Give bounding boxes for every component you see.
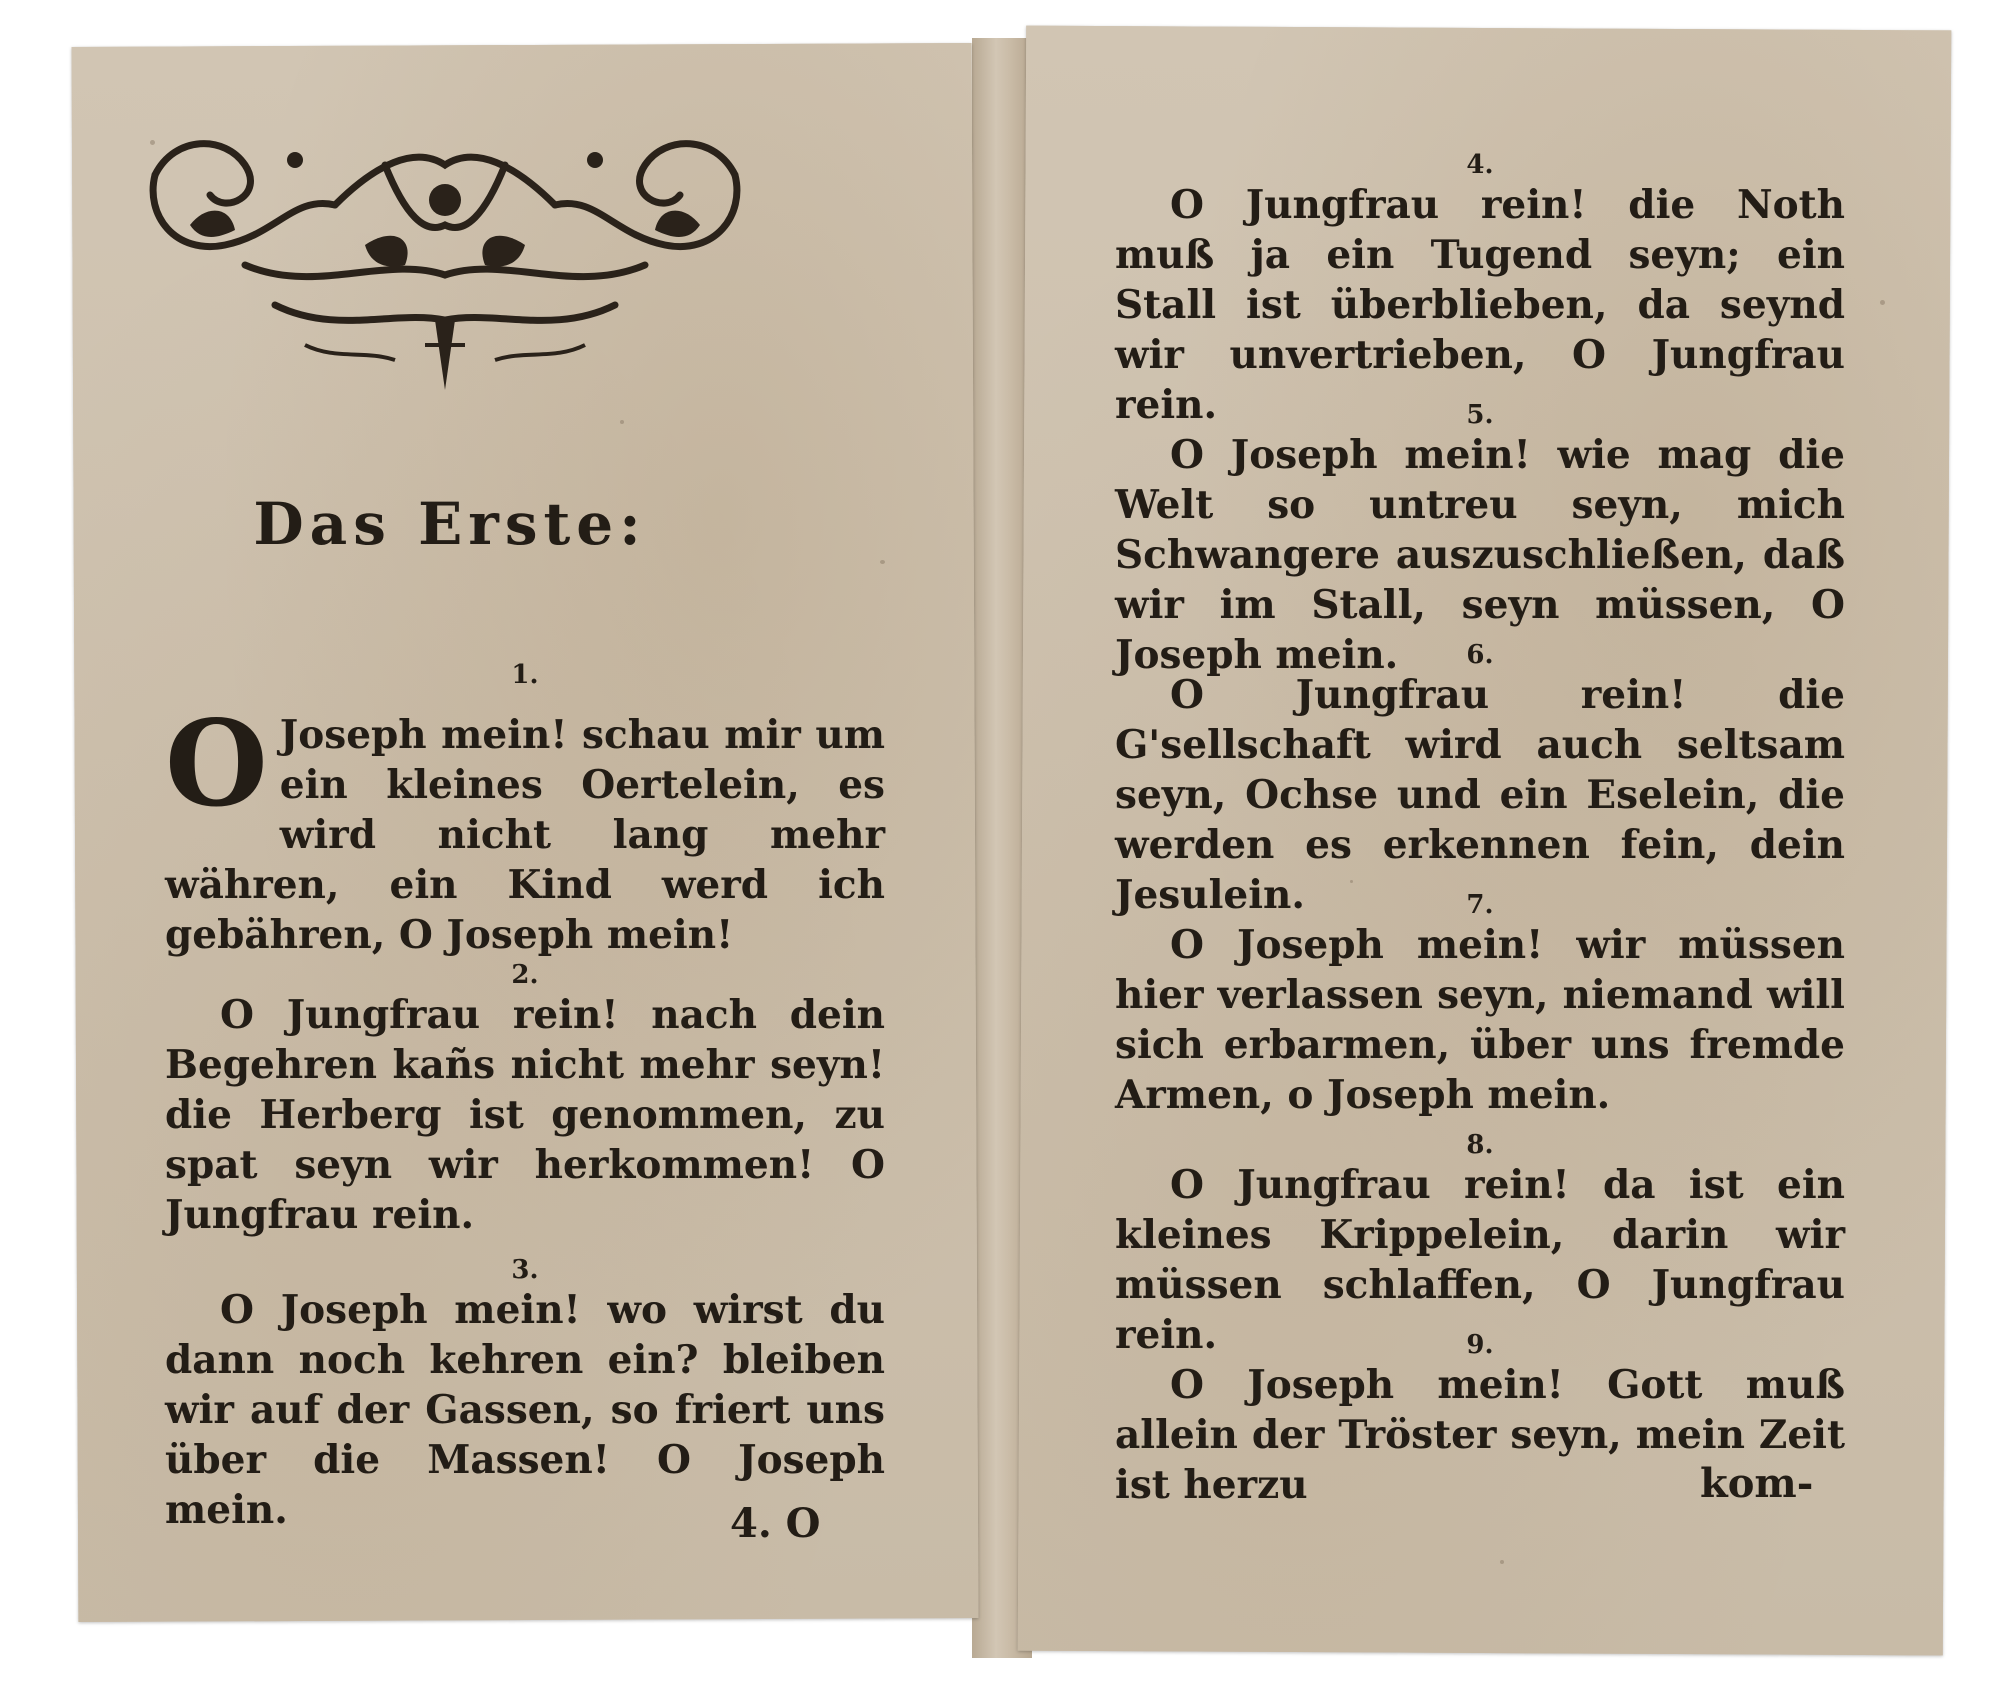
- stanza-text: O Joseph mein! Gott muß allein der Tröster seyn, mein Zeit ist herzu: [1115, 1362, 1845, 1508]
- paper-speck: [1880, 300, 1885, 305]
- stanza-text: O Jungfrau rein! die G'sellschaft wird auch seltsam seyn, Ochse und ein Eselein, die werden es erkennen fein, dein Jesulein.: [1115, 672, 1845, 918]
- stanza-5: [1115, 400, 1845, 680]
- stanza-number: 3.: [511, 1255, 539, 1285]
- paper-speck: [620, 420, 624, 424]
- stanza-text: O Joseph mein! wie mag die Welt so untreu seyn, mich Schwangere auszuschließen, daß wir im Stall, seyn müssen, O Joseph mein.: [1115, 432, 1845, 678]
- stanza-7: [1115, 890, 1845, 1120]
- catchword-right: kom-: [1700, 1460, 1814, 1507]
- stanza-1: [165, 660, 885, 960]
- paper-speck: [1500, 1560, 1504, 1564]
- stanza-2: [165, 960, 885, 1240]
- stanza-text: O Joseph mein! wir müssen hier verlassen seyn, niemand will sich erbarmen, über uns fremde Armen, o Joseph mein.: [1115, 922, 1845, 1118]
- stanza-3: [165, 1255, 885, 1535]
- ornament-headpiece-icon: [135, 105, 755, 390]
- stanza-number: 5.: [1466, 400, 1494, 430]
- stanza-number: 2.: [511, 960, 539, 990]
- stanza-text: O Jungfrau rein! die Noth muß ja ein Tugend seyn; ein Stall ist überblieben, da seynd wir unvertrieben, O Jungfrau rein.: [1115, 182, 1845, 428]
- paper-speck: [880, 560, 885, 564]
- stanza-number: 8.: [1466, 1130, 1494, 1160]
- stanza-4: [1115, 150, 1845, 430]
- section-heading: Das Erste:: [253, 490, 647, 558]
- catchword-left: 4. O: [730, 1500, 821, 1547]
- paper-speck: [150, 140, 155, 145]
- paper-speck: [1350, 880, 1353, 883]
- drop-cap-initial: O: [165, 694, 268, 833]
- stanza-8: [1115, 1130, 1845, 1360]
- stanza-number: 1.: [511, 660, 539, 690]
- stanza-number: 6.: [1466, 640, 1494, 670]
- stanza-number: 9.: [1466, 1330, 1494, 1360]
- stanza-text: O Jungfrau rein! nach dein Begehren kañs nicht mehr seyn! die Herberg ist genommen, zu spat seyn wir herkommen! O Jungfrau rein.: [165, 992, 885, 1238]
- stanza-6: [1115, 640, 1845, 920]
- stanza-number: 7.: [1466, 890, 1494, 920]
- stanza-text: O Jungfrau rein! da ist ein kleines Krippelein, darin wir müssen schlaffen, O Jungfrau rein.: [1115, 1162, 1845, 1358]
- stanza-number: 4.: [1466, 150, 1494, 180]
- stanza-text: Joseph mein! schau mir um ein kleines Oertelein, es wird nicht lang mehr währen, ein Kind werd ich gebähren, O Joseph mein!: [165, 712, 885, 958]
- stanza-text: O Joseph mein! wo wirst du dann noch kehren ein? bleiben wir auf der Gassen, so friert uns über die Massen! O Joseph mein.: [165, 1287, 885, 1533]
